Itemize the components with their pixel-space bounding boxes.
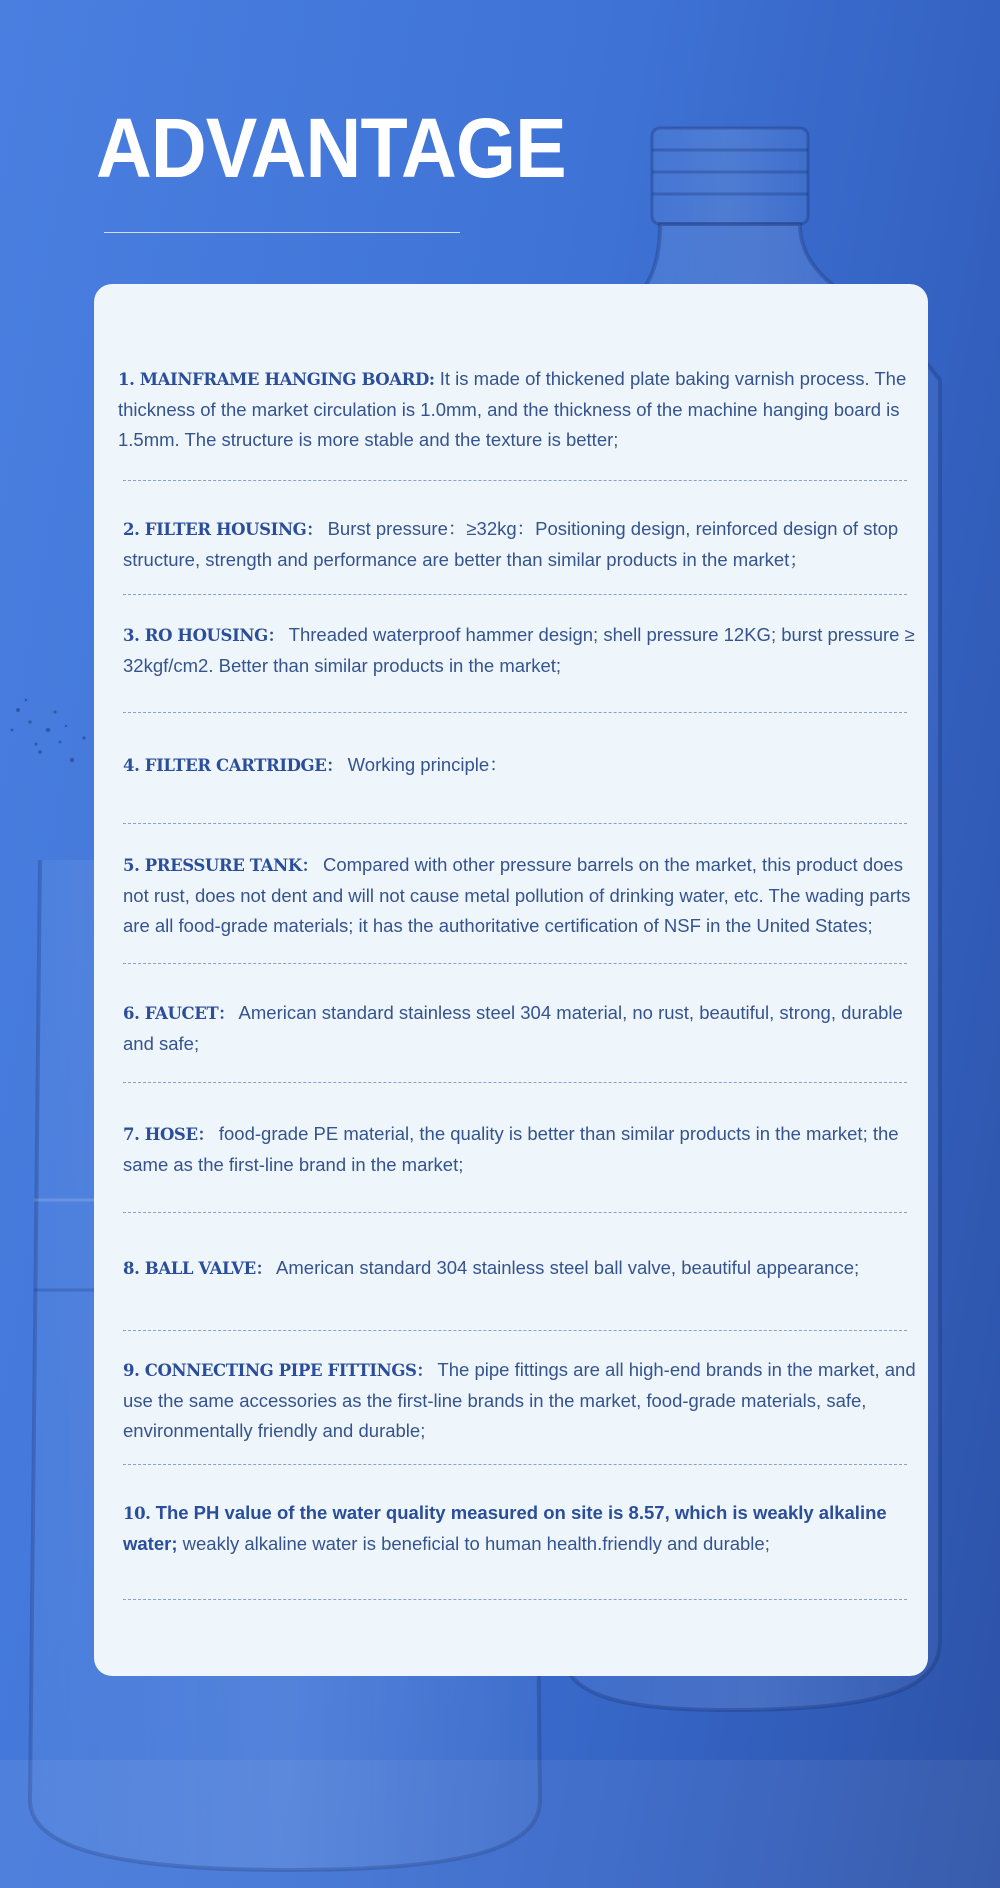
- advantage-label-8: 8. BALL VALVE：: [123, 1259, 272, 1278]
- divider: [123, 1082, 907, 1083]
- advantage-item-5: [123, 850, 921, 941]
- advantage-label-7: 7. HOSE：: [123, 1125, 214, 1144]
- advantage-label-9: 9. CONNECTING PIPE FITTINGS：: [123, 1361, 433, 1380]
- divider: [123, 823, 907, 824]
- advantage-label-4: 4. FILTER CARTRIDGE：: [123, 756, 343, 775]
- advantage-item-7: [123, 1119, 921, 1180]
- divider: [123, 480, 907, 481]
- advantage-text-10: weakly alkaline water is beneficial to human health.friendly and durable;: [177, 1533, 770, 1554]
- advantage-item-9: [123, 1355, 921, 1446]
- advantage-text-4: Working principle：: [342, 754, 508, 775]
- splash-dots: [11, 699, 86, 762]
- advantage-label-3: 3. RO HOUSING：: [123, 626, 284, 645]
- advantage-text-1: It is made of thickened plate baking varnish process. The thickness of the market circulation is 1.0mm, and the thickness of the machine hanging board is 1.5mm. The structure is more stable and the texture is better;: [118, 368, 907, 450]
- divider: [123, 963, 907, 964]
- advantage-highlight-10: The PH value of the water quality measured on site is 8.57, which is weakly alkaline water;: [123, 1502, 887, 1554]
- divider: [123, 594, 907, 595]
- advantage-item-10: [123, 1498, 921, 1559]
- advantages-card: [94, 284, 928, 1676]
- advantage-label-10: 10.: [123, 1504, 151, 1523]
- divider: [123, 1330, 907, 1331]
- advantage-text-5: Compared with other pressure barrels on the market, this product does not rust, does not dent and will not cause metal pollution of drinking water, etc. The wading parts are all food-grade materials; it has the authoritative certification of NSF in the United States;: [123, 854, 911, 936]
- divider: [123, 712, 907, 713]
- advantage-label-6: 6. FAUCET：: [123, 1004, 235, 1023]
- advantage-text-8: American standard 304 stainless steel ball valve, beautiful appearance;: [271, 1257, 860, 1278]
- advantage-item-3: [123, 620, 921, 681]
- advantage-text-3: Threaded waterproof hammer design; shell pressure 12KG; burst pressure ≥ 32kgf/cm2. Better than similar products in the market;: [123, 624, 915, 676]
- page-title: ADVANTAGE: [96, 101, 566, 195]
- divider: [123, 1599, 907, 1600]
- advantage-text-2: Burst pressure：≥32kg：Positioning design, reinforced design of stop structure, strength and performance are better than similar products in the market；: [123, 518, 899, 570]
- advantage-item-1: [118, 364, 920, 455]
- advantage-text-6: American standard stainless steel 304 material, no rust, beautiful, strong, durable and safe;: [123, 1002, 903, 1054]
- advantage-text-7: food-grade PE material, the quality is better than similar products in the market; the same as the first-line brand in the market;: [123, 1123, 899, 1175]
- title-underline: [104, 232, 460, 233]
- divider: [123, 1464, 907, 1465]
- advantage-item-6: [123, 998, 921, 1059]
- advantage-label-1: 1. MAINFRAME HANGING BOARD:: [118, 370, 435, 389]
- advantage-text-9: The pipe fittings are all high-end brands in the market, and use the same accessories as the first-line brands in the market, food-grade materials, safe, environmentally friendly and durable;: [123, 1359, 916, 1441]
- advantage-item-2: [123, 514, 921, 575]
- advantage-label-5: 5. PRESSURE TANK：: [123, 856, 318, 875]
- advantage-item-8: [123, 1253, 921, 1284]
- advantage-label-2: 2. FILTER HOUSING：: [123, 520, 323, 539]
- advantage-item-4: [123, 750, 921, 781]
- divider: [123, 1212, 907, 1213]
